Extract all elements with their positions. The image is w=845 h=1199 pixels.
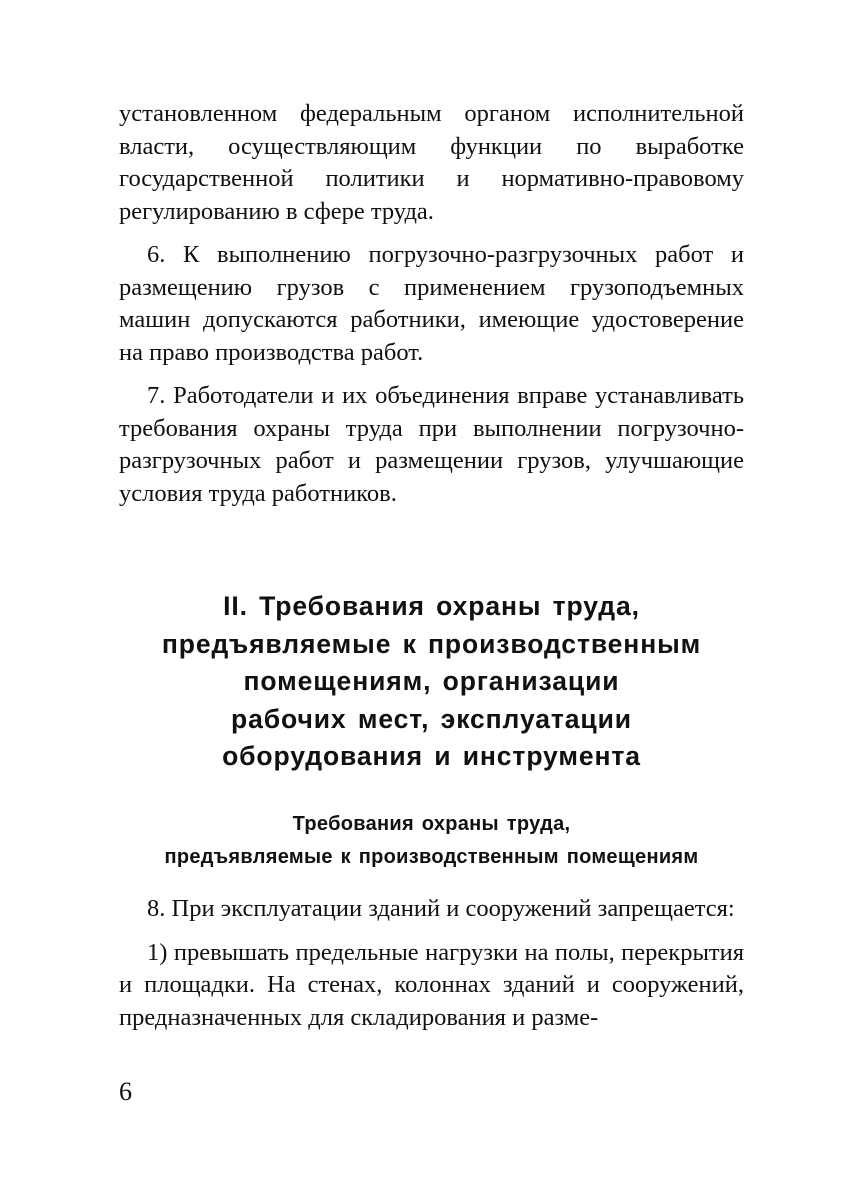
paragraph-subitem-1: 1) превышать предельные нагрузки на полы, перекрытия и площадки. На стенах, колоннах зданий и сооружений, предназначенных для складирования и разме- xyxy=(119,938,744,1031)
page-number: 6 xyxy=(119,1077,132,1106)
chapter-heading-line: рабочих мест, эксплуатации xyxy=(231,703,632,734)
subsection-heading-line: Требования охраны труда, xyxy=(292,813,571,835)
chapter-heading xyxy=(119,588,744,776)
paragraph-item-6: 6. К выполнению погрузочно-разгрузочных работ и размещению грузов с применением грузоподъемных машин допускаются работники, имеющие удостоверение на право производства работ. xyxy=(119,241,744,366)
paragraph-item-7: 7. Работодатели и их объединения вправе устанавливать требования охраны труда при выполнении погрузочно-разгрузочных работ и размещении грузов, улучшающие условия труда работников. xyxy=(119,382,744,507)
subsection-heading-line: предъявляемые к производственным помещениям xyxy=(164,846,699,868)
chapter-heading-line: помещениям, организации xyxy=(243,666,620,696)
bottom-text-block xyxy=(119,893,744,1034)
chapter-heading-line: оборудования и инструмента xyxy=(222,741,641,771)
subsection-heading xyxy=(119,808,744,874)
chapter-heading-line: II. Требования охраны труда, xyxy=(223,591,640,621)
top-text-block xyxy=(119,98,744,510)
paragraph-continuation: установленном федеральным органом исполнительной власти, осуществляющим функции по выработке государственной политики и нормативно-правовому регулированию в сфере труда. xyxy=(119,100,744,225)
chapter-heading-line: предъявляемые к производственным xyxy=(161,628,702,659)
paragraph-item-8: 8. При эксплуатации зданий и сооружений запрещается: xyxy=(147,895,735,922)
